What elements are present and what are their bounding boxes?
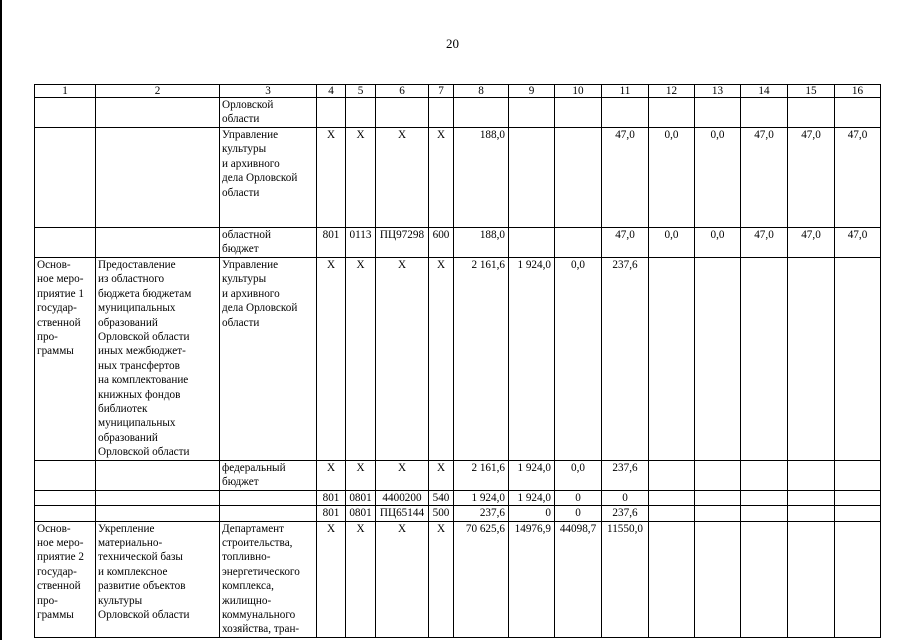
page-number: 20: [446, 36, 459, 51]
header-cell: 7: [429, 85, 454, 98]
table-cell: [96, 460, 220, 490]
table-cell: [220, 490, 317, 505]
table-cell: 500: [429, 506, 454, 521]
header-cell: 15: [788, 85, 835, 98]
table-row: [35, 460, 881, 490]
table-cell: Х: [346, 128, 376, 228]
table-cell: Х: [346, 258, 376, 461]
table-cell: 0: [602, 490, 649, 505]
table-cell: 1 924,0: [509, 490, 555, 505]
table-cell: [96, 228, 220, 258]
header-cell: 2: [96, 85, 220, 98]
table-cell: Основ- ное меро- приятие 1 государ- ственной про- граммы: [35, 258, 96, 461]
table-row: [35, 98, 881, 128]
table-cell: [96, 128, 220, 228]
table-cell: [788, 98, 835, 128]
table-cell: [555, 128, 602, 228]
table-cell: [35, 128, 96, 228]
table-row: [35, 521, 881, 637]
table-cell: [35, 460, 96, 490]
table-cell: [741, 98, 788, 128]
header-cell: 14: [741, 85, 788, 98]
table-cell: Х: [317, 521, 346, 637]
table-cell: Х: [429, 521, 454, 637]
table-cell: 237,6: [602, 460, 649, 490]
table-cell: [429, 98, 454, 128]
table-cell: [835, 460, 881, 490]
header-cell: 6: [376, 85, 429, 98]
table-cell: 801: [317, 490, 346, 505]
table-cell: [96, 506, 220, 521]
table-cell: [649, 460, 695, 490]
table-cell: [346, 98, 376, 128]
table-cell: ПЦ65144: [376, 506, 429, 521]
table-cell: 4400200: [376, 490, 429, 505]
table-cell: 0,0: [649, 228, 695, 258]
header-cell: 4: [317, 85, 346, 98]
table-cell: Х: [376, 460, 429, 490]
left-margin-line: [0, 0, 2, 640]
table-cell: [649, 258, 695, 461]
table-cell: [695, 98, 741, 128]
table-cell: 237,6: [602, 258, 649, 461]
table-cell: [695, 506, 741, 521]
header-cell: 10: [555, 85, 602, 98]
table-cell: Предоставление из областного бюджета бюджетам муниципальных образований Орловской области иных межбюджет- ных трансфертов на комплектование книжных фондов библиотек муниципальных образований Орловской области: [96, 258, 220, 461]
table-cell: [509, 128, 555, 228]
table-cell: 47,0: [602, 228, 649, 258]
table-cell: [788, 258, 835, 461]
table-cell: 0113: [346, 228, 376, 258]
table-cell: [509, 98, 555, 128]
table-cell: [649, 490, 695, 505]
table-cell: [695, 258, 741, 461]
table-cell: 47,0: [602, 128, 649, 228]
table-cell: [376, 98, 429, 128]
table-cell: [835, 521, 881, 637]
table-cell: [741, 258, 788, 461]
table-cell: 600: [429, 228, 454, 258]
table-cell: Х: [376, 521, 429, 637]
header-cell: 11: [602, 85, 649, 98]
table-cell: [602, 98, 649, 128]
table-cell: [454, 98, 509, 128]
table-cell: [788, 460, 835, 490]
table-row: [35, 258, 881, 461]
table-cell: Х: [429, 128, 454, 228]
table-cell: федеральный бюджет: [220, 460, 317, 490]
table-cell: 0,0: [555, 460, 602, 490]
table-cell: [695, 490, 741, 505]
table-cell: 237,6: [602, 506, 649, 521]
table-cell: 188,0: [454, 228, 509, 258]
table-cell: [741, 490, 788, 505]
table-cell: 0,0: [695, 228, 741, 258]
table-cell: [695, 521, 741, 637]
header-cell: 13: [695, 85, 741, 98]
table-cell: Управление культуры и архивного дела Орловской области: [220, 258, 317, 461]
table-cell: 2 161,6: [454, 460, 509, 490]
table-row: [35, 490, 881, 505]
table-cell: 47,0: [788, 128, 835, 228]
table-cell: [35, 228, 96, 258]
table-cell: [788, 506, 835, 521]
header-row: [35, 85, 881, 98]
table-cell: 0: [509, 506, 555, 521]
table-cell: 237,6: [454, 506, 509, 521]
table-cell: 0801: [346, 490, 376, 505]
table-cell: [96, 98, 220, 128]
table-cell: [741, 460, 788, 490]
table-cell: [220, 506, 317, 521]
table-cell: Управление культуры и архивного дела Орловской области: [220, 128, 317, 228]
table-row: [35, 128, 881, 228]
table-cell: [788, 521, 835, 637]
table-cell: 47,0: [788, 228, 835, 258]
table-cell: Х: [429, 258, 454, 461]
table-cell: [35, 506, 96, 521]
table-row: [35, 506, 881, 521]
budget-table: [34, 84, 881, 638]
table-cell: [835, 258, 881, 461]
table-cell: Х: [376, 128, 429, 228]
table-cell: [695, 460, 741, 490]
table-cell: 70 625,6: [454, 521, 509, 637]
table-cell: [835, 98, 881, 128]
table-cell: [96, 490, 220, 505]
table-cell: 0,0: [695, 128, 741, 228]
table-cell: Департамент строительства, топливно- энергетического комплекса, жилищно- коммунального хозяйства, тран-: [220, 521, 317, 637]
table-cell: Х: [346, 460, 376, 490]
table-cell: 0,0: [649, 128, 695, 228]
table-cell: 44098,7: [555, 521, 602, 637]
table-cell: 0801: [346, 506, 376, 521]
table-cell: 14976,9: [509, 521, 555, 637]
table-cell: 540: [429, 490, 454, 505]
table-cell: ПЦ97298: [376, 228, 429, 258]
table-cell: [741, 521, 788, 637]
table-cell: Х: [317, 128, 346, 228]
header-cell: 3: [220, 85, 317, 98]
table-cell: Укрепление материально- технической базы и комплексное развитие объектов культуры Орловской области: [96, 521, 220, 637]
header-cell: 16: [835, 85, 881, 98]
table-cell: 0,0: [555, 258, 602, 461]
table-cell: [835, 490, 881, 505]
table-cell: 1 924,0: [454, 490, 509, 505]
table-cell: Х: [376, 258, 429, 461]
table-cell: 47,0: [741, 128, 788, 228]
table-cell: [555, 228, 602, 258]
table-cell: 0: [555, 506, 602, 521]
header-cell: 8: [454, 85, 509, 98]
table-cell: [788, 490, 835, 505]
table-cell: [649, 521, 695, 637]
table-cell: [741, 506, 788, 521]
table-cell: 47,0: [835, 128, 881, 228]
table-row: [35, 228, 881, 258]
table-cell: 188,0: [454, 128, 509, 228]
table-cell: [649, 506, 695, 521]
table-cell: [35, 490, 96, 505]
table-cell: 47,0: [741, 228, 788, 258]
table-cell: Х: [317, 460, 346, 490]
table-cell: [509, 228, 555, 258]
table-cell: [649, 98, 695, 128]
table-cell: Орловской области: [220, 98, 317, 128]
table-cell: [835, 506, 881, 521]
table-cell: 47,0: [835, 228, 881, 258]
table-cell: 2 161,6: [454, 258, 509, 461]
table-cell: 1 924,0: [509, 460, 555, 490]
table-cell: 0: [555, 490, 602, 505]
table-cell: 11550,0: [602, 521, 649, 637]
table-cell: Х: [429, 460, 454, 490]
header-cell: 5: [346, 85, 376, 98]
table-cell: Основ- ное меро- приятие 2 государ- ственной про- граммы: [35, 521, 96, 637]
table-cell: 1 924,0: [509, 258, 555, 461]
table-cell: 801: [317, 506, 346, 521]
table-cell: областной бюджет: [220, 228, 317, 258]
table-cell: [35, 98, 96, 128]
table-cell: [555, 98, 602, 128]
header-cell: 9: [509, 85, 555, 98]
table-cell: [317, 98, 346, 128]
table-cell: Х: [346, 521, 376, 637]
header-cell: 1: [35, 85, 96, 98]
header-cell: 12: [649, 85, 695, 98]
table-cell: 801: [317, 228, 346, 258]
table-cell: Х: [317, 258, 346, 461]
